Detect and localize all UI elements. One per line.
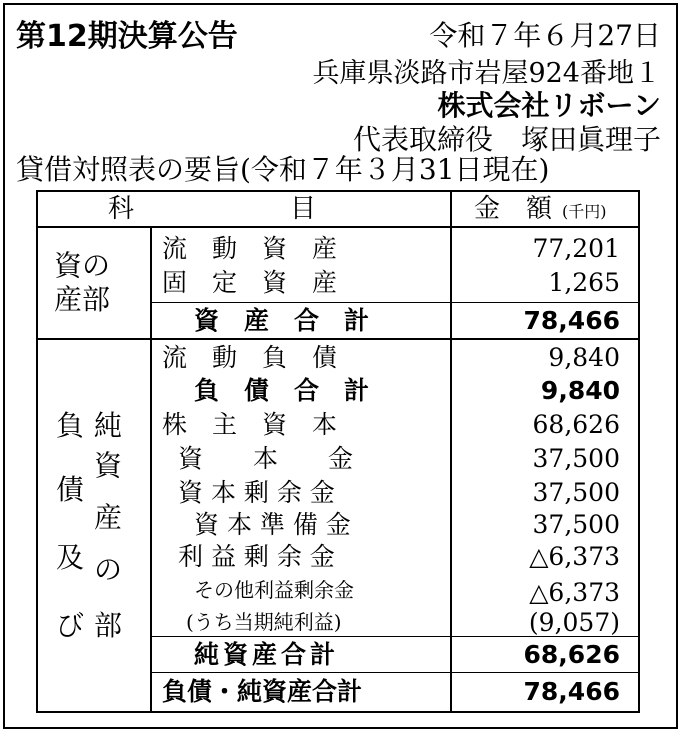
assets-section-label-2: 産部 [54, 283, 111, 316]
row-value: 1,265 [548, 268, 620, 297]
section-divider [150, 228, 152, 711]
liab-label-2: 債 [56, 473, 85, 506]
row-label: 資 本 剰 余 金 [178, 478, 335, 507]
balance-sheet-subtitle: 貸借対照表の要旨(令和７年３月31日現在) [16, 153, 550, 186]
subject-header: 科 目 [108, 194, 317, 224]
notice-title: 第12期決算公告 [16, 19, 238, 54]
row-value: 78,466 [523, 306, 620, 335]
row-label: 流 動 負 債 [162, 343, 338, 372]
row-label: (うち当期純利益) [186, 610, 342, 634]
assets-end-rule [38, 338, 638, 340]
row-label: 固 定 資 産 [162, 268, 338, 297]
asset-total-rule [150, 302, 638, 303]
representative: 代表取締役 塚田眞理子 [352, 123, 661, 156]
liab-label-1: 負 [56, 409, 85, 442]
net-label-2: 資 [94, 449, 123, 482]
balance-sheet-table [36, 190, 640, 713]
row-label: 流 動 資 産 [162, 234, 338, 263]
row-label: 純資産合計 [194, 640, 340, 669]
header-rule [38, 226, 638, 228]
row-value: (9,057) [528, 608, 620, 637]
row-label: 負債・純資産合計 [162, 677, 363, 706]
grand-total-rule [150, 672, 638, 673]
row-value: △6,373 [529, 542, 620, 571]
row-value: 77,201 [532, 234, 620, 263]
row-value: 37,500 [532, 510, 620, 539]
assets-section-label-1: 資の [54, 249, 111, 282]
row-value: 68,626 [532, 410, 620, 439]
net-label-4: の [94, 553, 123, 586]
net-label-1: 純 [94, 409, 123, 442]
company-name: 株式会社リボーン [437, 89, 661, 122]
row-value: 37,500 [532, 444, 620, 473]
net-label-5: 部 [94, 609, 123, 642]
unit-label: (千円) [562, 202, 607, 221]
row-label: その他利益剰余金 [194, 578, 354, 602]
amount-header: 金 額 [474, 194, 553, 224]
row-value: △6,373 [529, 578, 620, 607]
liab-label-4: び [56, 609, 85, 642]
row-label: 資 産 合 計 [194, 306, 370, 335]
row-value: 78,466 [523, 677, 620, 706]
row-label: 負 債 合 計 [194, 376, 370, 405]
row-value: 37,500 [532, 478, 620, 507]
row-label: 資 本 準 備 金 [194, 510, 351, 539]
row-value: 9,840 [548, 343, 620, 372]
notice-date: 令和７年６月27日 [429, 19, 661, 52]
row-value: 68,626 [523, 640, 620, 669]
row-label: 資 本 金 [178, 444, 354, 473]
row-label: 株 主 資 本 [162, 410, 338, 439]
row-label: 利 益 剰 余 金 [178, 542, 335, 571]
row-value: 9,840 [540, 376, 620, 405]
net-label-3: 産 [94, 501, 123, 534]
company-address: 兵庫県淡路市岩屋924番地１ [312, 58, 661, 89]
liab-label-3: 及 [56, 541, 85, 574]
